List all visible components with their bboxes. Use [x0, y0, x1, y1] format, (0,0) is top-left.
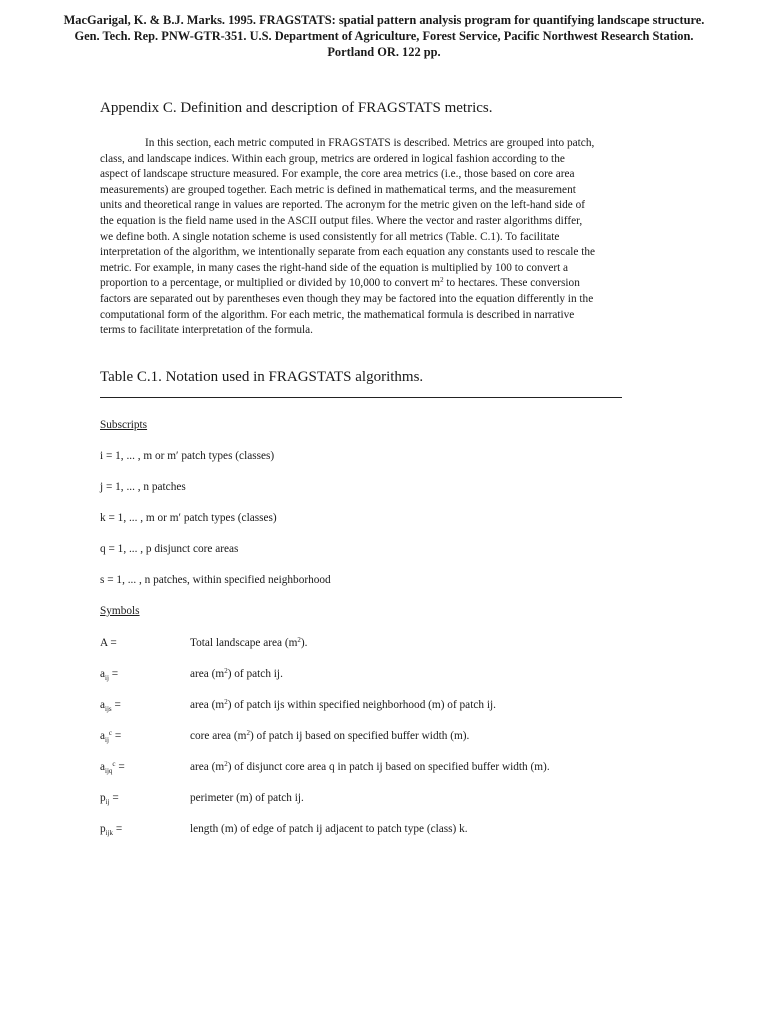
symbol-base: A = [100, 637, 117, 649]
superscript: 2 [246, 729, 250, 737]
citation-line-3: Portland OR. 122 pp. [327, 45, 441, 59]
intro-line: class, and landscape indices. Within each group, metrics are ordered in logical fashion according to the [100, 152, 565, 165]
symbol-definition [190, 636, 308, 650]
intro-line: terms to facilitate interpretation of the formula. [100, 324, 313, 337]
superscript: c [108, 729, 113, 737]
subscript: ij [105, 736, 109, 744]
symbol [100, 698, 121, 712]
intro-line: measurements) are grouped together. Each metric is defined in mathematical terms, and the measurement [100, 183, 576, 196]
symbol [100, 729, 121, 743]
citation-line-1: MacGarigal, K. & B.J. Marks. 1995. FRAGSTATS: spatial pattern analysis program for quantifying landscape structure. [63, 13, 705, 27]
symbol [100, 760, 125, 774]
intro-line: computational form of the algorithm. For each metric, the mathematical formula is described in narrative [100, 308, 575, 321]
subscript-item: s = 1, ... , n patches, within specified neighborhood [100, 574, 331, 586]
equals: = [113, 823, 123, 835]
superscript: 2 [224, 698, 228, 706]
symbol-definition [190, 822, 468, 836]
subscript-item: i = 1, ... , m or m′ patch types (classes) [100, 450, 275, 462]
equals: = [108, 668, 119, 680]
equals: = [109, 792, 119, 804]
citation-line-2: Gen. Tech. Rep. PNW-GTR-351. U.S. Department of Agriculture, Forest Service, Pacific Northwest Research Station. [74, 29, 694, 43]
superscript: 2 [440, 276, 444, 285]
symbol-base: p [100, 792, 106, 804]
definition-text: ). [300, 637, 308, 649]
symbol [100, 822, 122, 836]
intro-line: aspect of landscape structure measured. For example, the core area metrics (i.e., those based on core area [100, 168, 575, 181]
symbol-base: a [100, 699, 106, 711]
symbol-base: a [100, 761, 106, 773]
citation-header [0, 12, 768, 60]
symbol [100, 791, 119, 805]
intro-paragraph [100, 136, 670, 339]
symbol [100, 636, 117, 650]
symbol-base: p [100, 823, 106, 835]
intro-line: In this section, each metric computed in FRAGSTATS is described. Metrics are grouped into patch, [145, 137, 595, 149]
definition-text: area (m [190, 668, 225, 680]
subscript: ijq [105, 767, 113, 775]
equals: = [112, 730, 122, 742]
subscript-item: j = 1, ... , n patches [100, 481, 186, 493]
symbol-definition [190, 667, 283, 681]
symbol-definition [190, 729, 469, 743]
symbol-definition [190, 760, 550, 774]
symbols-heading: Symbols [100, 605, 140, 617]
definition-text: ) of disjunct core area q in patch ij based on specified buffer width (m). [227, 761, 550, 773]
symbol-definition [190, 791, 304, 805]
superscript: 2 [224, 760, 228, 768]
equals: = [111, 699, 121, 711]
intro-line: the equation is the field name used in the ASCII output files. Where the vector and raster algorithms differ, [100, 214, 583, 227]
intro-line: interpretation of the algorithm, we intentionally separate from each equation any constants used to rescale the [100, 246, 596, 259]
definition-text: core area (m [190, 730, 247, 742]
intro-line: factors are separated out by parentheses even though they may be factored into the equation differently in the [100, 292, 594, 305]
subscript: ij [105, 674, 109, 682]
definition-text: ) of patch ijs within specified neighborhood (m) of patch ij. [227, 699, 496, 711]
definition-text: ) of patch ij. [227, 668, 283, 680]
definition-text: ) of patch ij based on specified buffer width (m). [249, 730, 470, 742]
subscript: ijs [105, 705, 112, 713]
intro-line-part: to hectares. These conversion [443, 277, 580, 290]
appendix-title: Appendix C. Definition and description of FRAGSTATS metrics. [100, 100, 493, 116]
definition-text: length (m) of edge of patch ij adjacent to patch type (class) k. [190, 823, 468, 835]
symbol-base: a [100, 668, 106, 680]
intro-line: units and theoretical range in values are reported. The acronym for the metric given on the left-hand side of [100, 199, 586, 212]
symbol-definition [190, 698, 496, 712]
symbol-base: a [100, 730, 106, 742]
subscript: ij [105, 798, 110, 806]
table-title: Table C.1. Notation used in FRAGSTATS algorithms. [100, 369, 424, 385]
superscript: c [112, 760, 116, 768]
definition-text: Total landscape area (m [190, 637, 298, 649]
subscripts-heading: Subscripts [100, 419, 148, 431]
intro-line [100, 276, 670, 292]
definition-text: perimeter (m) of patch ij. [190, 792, 304, 804]
subscript-item: q = 1, ... , p disjunct core areas [100, 543, 239, 555]
superscript: 2 [224, 667, 228, 675]
superscript: 2 [297, 636, 301, 644]
intro-line: metric. For example, in many cases the right-hand side of the equation is multiplied by 100 to convert a [100, 261, 569, 274]
symbol [100, 667, 118, 681]
definition-text: area (m [190, 761, 225, 773]
equals: = [115, 761, 125, 773]
intro-line: we define both. A single notation scheme is used consistently for all metrics (Table. C.1). To facilitate [100, 230, 560, 243]
horizontal-rule [100, 397, 622, 398]
definition-text: area (m [190, 699, 225, 711]
subscript-item: k = 1, ... , m or m′ patch types (classes) [100, 512, 277, 524]
subscript: ijk [105, 829, 114, 837]
intro-line-part: proportion to a percentage, or multiplied or divided by 10,000 to convert m [100, 277, 441, 290]
